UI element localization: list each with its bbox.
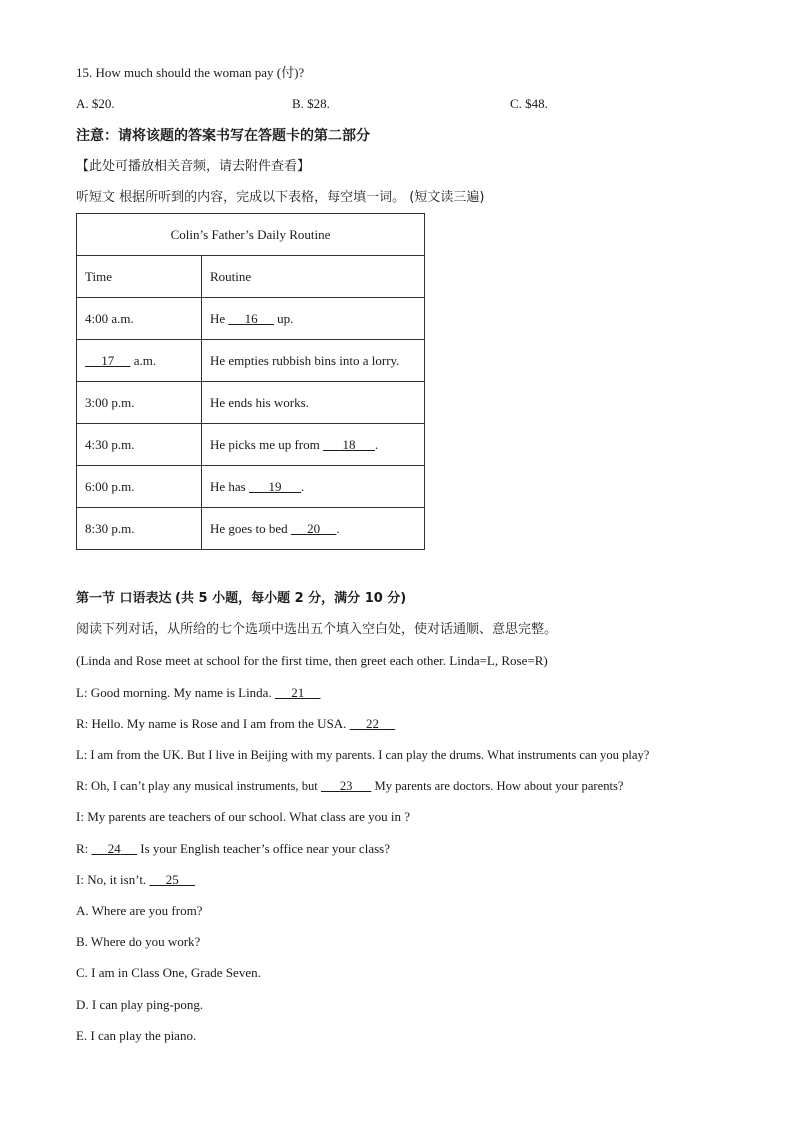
blank-17: 17 <box>101 352 115 368</box>
header-routine: Routine <box>202 256 425 298</box>
section-heading <box>76 590 406 608</box>
row-time: 6:00 p.m. <box>77 466 202 508</box>
blank-16: 16 <box>244 310 258 326</box>
dialogue-line: I: My parents are teachers of our school. What class are you in ? <box>76 809 411 824</box>
section-title: 第一节 口语表达 <box>76 591 172 606</box>
routine-text: . <box>336 520 340 536</box>
row-routine <box>202 298 425 340</box>
routine-text: up. <box>273 310 294 326</box>
dialogue-intro: (Linda and Rose meet at school for the first time, then greet each other. Linda=L, Rose=R) <box>76 653 548 668</box>
row-time: 3:00 p.m. <box>77 382 202 424</box>
blank-20: 20 <box>307 520 321 536</box>
blank-24: 24 <box>107 841 121 856</box>
audio-note: 【此处可播放相关音频，请去附件查看】 <box>76 159 311 174</box>
routine-text: He <box>210 310 229 326</box>
row-time: 4:00 a.m. <box>77 298 202 340</box>
question-15: 15. How much should the woman pay (付)? <box>76 65 305 80</box>
section-scoring: (共 5 小题，每小题 2 分，满分 10 分) <box>175 591 407 606</box>
q15-option-a: A. $20. <box>76 96 115 111</box>
listening-instruction: 听短文 根据所听到的内容，完成以下表格，每空填一词。 (短文读三遍) <box>76 190 485 205</box>
blank-23: 23 <box>339 779 353 793</box>
routine-text: He has <box>210 478 249 494</box>
dialogue-line: I: No, it isn’t. 25 <box>76 871 195 889</box>
routine-text: He picks me up from <box>210 436 324 452</box>
row-time: 4:30 p.m. <box>77 424 202 466</box>
row-routine <box>202 424 425 466</box>
row-routine <box>202 466 425 508</box>
row-time: 17 a.m. <box>77 340 202 382</box>
blank-19: 19 <box>268 478 282 494</box>
routine-table <box>76 213 425 550</box>
choice-d: D. I can play ping-pong. <box>76 997 204 1012</box>
blank-18: 18 <box>342 436 356 452</box>
blank-21: 21 <box>291 685 305 700</box>
choice-b: B. Where do you work? <box>76 934 201 949</box>
answer-sheet-notice: 注意：请将该题的答案书写在答题卡的第二部分 <box>76 128 370 144</box>
dialogue-line: R: 24 Is your English teacher’s office near your class? <box>76 841 390 856</box>
row-routine: He empties rubbish bins into a lorry. <box>202 340 425 382</box>
choice-a: A. Where are you from? <box>76 903 203 918</box>
table-row <box>77 382 425 424</box>
row-routine: He ends his works. <box>202 382 425 424</box>
table-title-row <box>77 214 425 256</box>
dialogue-line: L: I am from the UK. But I live in Beijing with my parents. I can play the drums. What instruments can you play? <box>76 748 650 762</box>
table-header-row <box>77 256 425 298</box>
dialogue-line: L: Good morning. My name is Linda. 21 <box>76 684 320 702</box>
routine-text: . <box>375 436 379 452</box>
row-time: 8:30 p.m. <box>77 508 202 550</box>
choice-e: E. I can play the piano. <box>76 1028 197 1043</box>
dialogue-line: R: Hello. My name is Rose and I am from the USA. 22 <box>76 715 395 733</box>
blank-25: 25 <box>165 872 179 887</box>
q15-option-c: C. $48. <box>510 96 548 111</box>
table-row <box>77 424 425 466</box>
section-instruction: 阅读下列对话，从所给的七个选项中选出五个填入空白处，使对话通顺、意思完整。 <box>76 622 558 637</box>
routine-text: He goes to bed <box>210 520 291 536</box>
blank-22: 22 <box>365 716 379 731</box>
table-title: Colin’s Father’s Daily Routine <box>77 214 425 256</box>
routine-text: . <box>301 478 305 494</box>
dialogue-line: R: Oh, I can’t play any musical instruments, but 23 My parents are doctors. How about your parents? <box>76 779 624 793</box>
header-time: Time <box>77 256 202 298</box>
row-routine <box>202 508 425 550</box>
choice-c: C. I am in Class One, Grade Seven. <box>76 965 261 980</box>
table-row <box>77 466 425 508</box>
table-row <box>77 298 425 340</box>
q15-option-b: B. $28. <box>292 96 330 111</box>
table-row <box>77 508 425 550</box>
table-row <box>77 340 425 382</box>
